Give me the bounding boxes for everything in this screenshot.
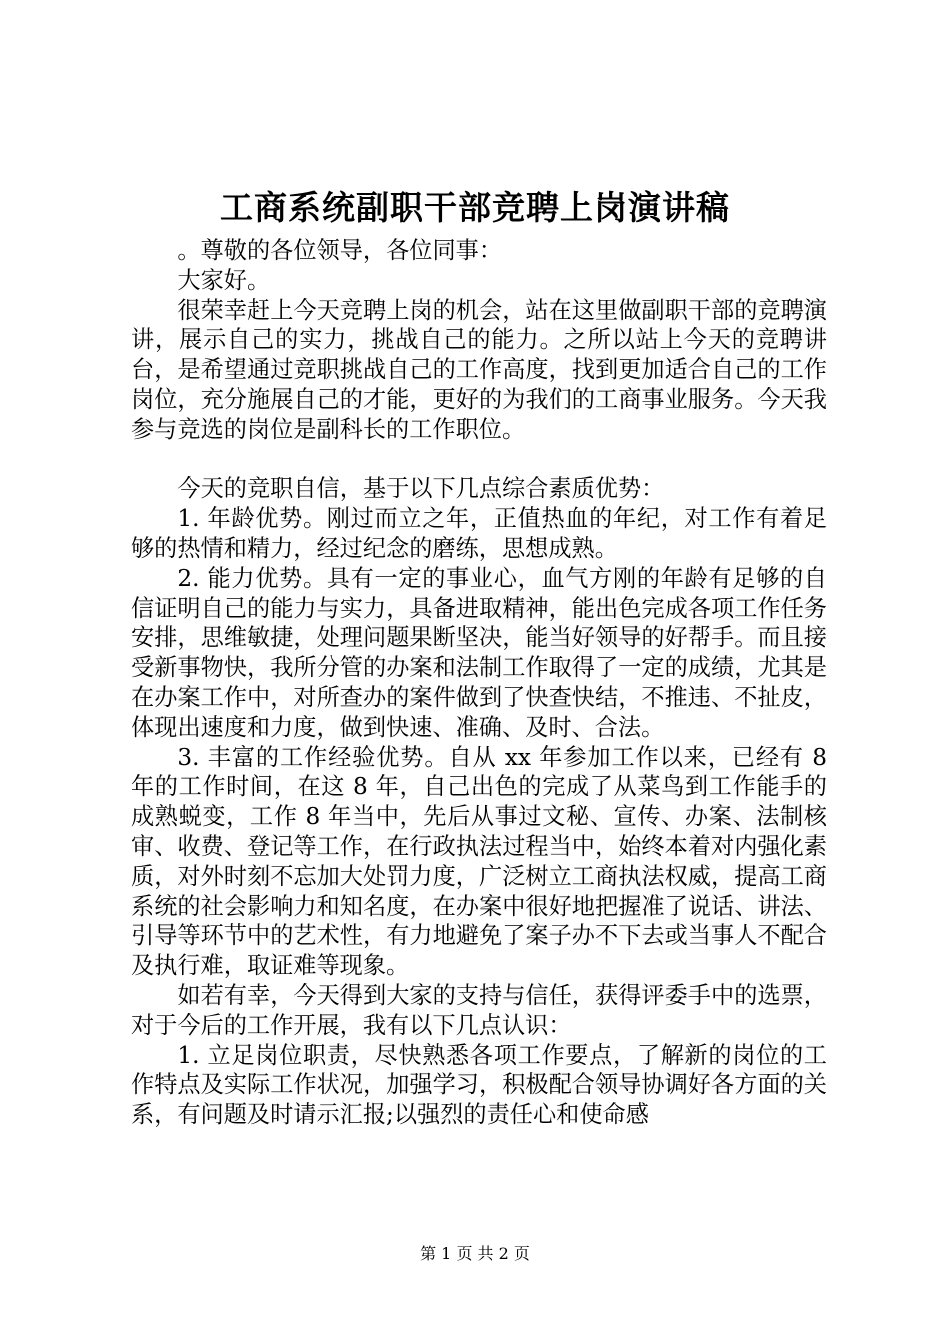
salutation-paragraph: 。尊敬的各位领导，各位同事： <box>177 237 503 264</box>
age-advantage-paragraph: 1. 年龄优势。刚过而立之年，正值热血的年纪，对工作有着足够的热情和精力，经过纪念的磨练，思想成熟。 <box>131 505 827 562</box>
advantages-heading-paragraph: 今天的竞职自信，基于以下几点综合素质优势： <box>177 475 665 503</box>
plan-one-paragraph: 1. 立足岗位职责，尽快熟悉各项工作要点，了解新的岗位的工作特点及实际工作状况，加强学习，积极配合领导协调好各方面的关系，有问题及时请示汇报;以强烈的责任心和使命感 <box>131 1041 827 1129</box>
ability-advantage-paragraph: 2. 能力优势。具有一定的事业心，血气方刚的年龄有足够的自信证明自己的能力与实力，具备进取精神，能出色完成各项工作任务安排，思维敏捷，处理问题果断坚决，能当好领导的好帮手。而且接受新事物快，我所分管的办案和法制工作取得了一定的成绩，尤其是在办案工作中，对所查办的案件做到了快查快结，不推违、不扯皮，体现出速度和力度，做到快速、准确、及时、合法。 <box>131 564 827 741</box>
document-body <box>131 236 827 1130</box>
experience-advantage-paragraph: 3. 丰富的工作经验优势。自从 xx 年参加工作以来，已经有 8 年的工作时间，在这 8 年，自己出色的完成了从菜鸟到工作能手的成熟蜕变，工作 8 年当中，先后从事过文秘、宣传、办案、法制核审、收费、登记等工作，在行政执法过程当中，始终本着对内强化素质，对外时刻不忘加大处罚力度，广泛树立工商执法权威，提高工商系统的社会影响力和知名度，在办案中很好地把握准了说话、讲法、引导等环节中的艺术性，有力地避免了案子办不下去或当事人不配合及执行难，取证难等现象。 <box>131 743 827 980</box>
greeting-paragraph: 大家好。 <box>177 266 271 294</box>
page-number-footer: 第 1 页 共 2 页 <box>420 1244 530 1263</box>
intro-paragraph: 很荣幸赶上今天竞聘上岗的机会，站在这里做副职干部的竞聘演讲，展示自己的实力，挑战自己的能力。之所以站上今天的竞聘讲台，是希望通过竞职挑战自己的工作高度，找到更加适合自己的工作岗位，充分施展自己的才能，更好的为我们的工商事业服务。今天我参与竞选的岗位是副科长的工作职位。 <box>131 296 827 443</box>
plans-intro-paragraph: 如若有幸，今天得到大家的支持与信任，获得评委手中的选票，对于今后的工作开展，我有以下几点认识： <box>131 981 827 1039</box>
document-title: 工商系统副职干部竞聘上岗演讲稿 <box>220 188 730 227</box>
